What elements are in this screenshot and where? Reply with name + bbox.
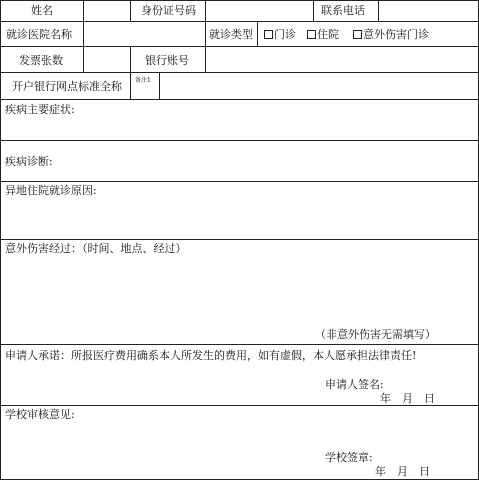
cell-line <box>130 0 131 22</box>
applicant-date: 年 月 日 <box>380 392 435 405</box>
row-line <box>0 21 479 22</box>
row-line <box>0 46 479 47</box>
cell-line <box>378 0 379 22</box>
phone-label: 联系电话 <box>321 4 365 17</box>
row-line <box>0 99 479 100</box>
school-opinion-label: 学校审核意见: <box>5 408 75 421</box>
row-line <box>0 239 479 240</box>
row-line <box>0 0 479 1</box>
border-left <box>0 0 1 480</box>
option-inpatient-label: 住院 <box>317 28 339 41</box>
hospital-name-label: 就诊医院名称 <box>6 28 72 41</box>
id-number-label: 身份证号码 <box>141 4 196 17</box>
symptoms-label: 疾病主要症状: <box>5 103 75 116</box>
bank-branch-label: 开户银行网点标准全称 <box>12 80 122 93</box>
cell-line <box>257 21 258 47</box>
checkbox-outpatient[interactable] <box>264 30 273 39</box>
cell-line <box>83 0 84 22</box>
checkbox-inpatient[interactable] <box>307 30 316 39</box>
applicant-signature-label: 申请人签名: <box>325 378 384 391</box>
option-outpatient-label: 门诊 <box>274 28 296 41</box>
option-accident-outpatient[interactable] <box>353 28 429 41</box>
row-line <box>0 140 479 141</box>
cell-line <box>159 72 160 100</box>
school-date: 年 月 日 <box>375 465 430 478</box>
cell-line <box>313 0 314 22</box>
cell-line <box>83 46 84 73</box>
row-line <box>0 344 479 345</box>
visit-type-label: 就诊类型 <box>209 28 253 41</box>
row-line <box>0 405 479 406</box>
cell-line <box>205 0 206 22</box>
note-label: 备注1 <box>135 77 151 84</box>
applicant-promise: 申请人承诺：所报医疗费用确系本人所发生的费用，如有虚假，本人愿承担法律责任! <box>5 349 417 362</box>
cell-line <box>130 46 131 73</box>
checkbox-accident-outpatient[interactable] <box>353 30 362 39</box>
cell-line <box>83 21 84 47</box>
option-accident-outpatient-label: 意外伤害门诊 <box>363 28 429 41</box>
name-label: 姓名 <box>31 4 53 17</box>
row-line <box>0 181 479 182</box>
invoice-count-label: 发票张数 <box>19 54 63 67</box>
bank-account-label: 银行账号 <box>145 54 189 67</box>
school-seal-label: 学校签章: <box>325 451 373 464</box>
cell-line <box>205 46 206 73</box>
cell-line <box>130 72 131 100</box>
option-inpatient[interactable] <box>307 28 339 41</box>
row-line <box>0 72 479 73</box>
diagnosis-label: 疾病诊断: <box>5 155 53 168</box>
remote-hospitalization-reason-label: 异地住院就诊原因: <box>5 184 97 197</box>
option-outpatient[interactable] <box>264 28 296 41</box>
accident-process-label: 意外伤害经过：（时间、地点、经过） <box>5 242 187 255</box>
accident-note: （非意外伤害无需填写） <box>315 328 436 341</box>
cell-line <box>205 21 206 47</box>
